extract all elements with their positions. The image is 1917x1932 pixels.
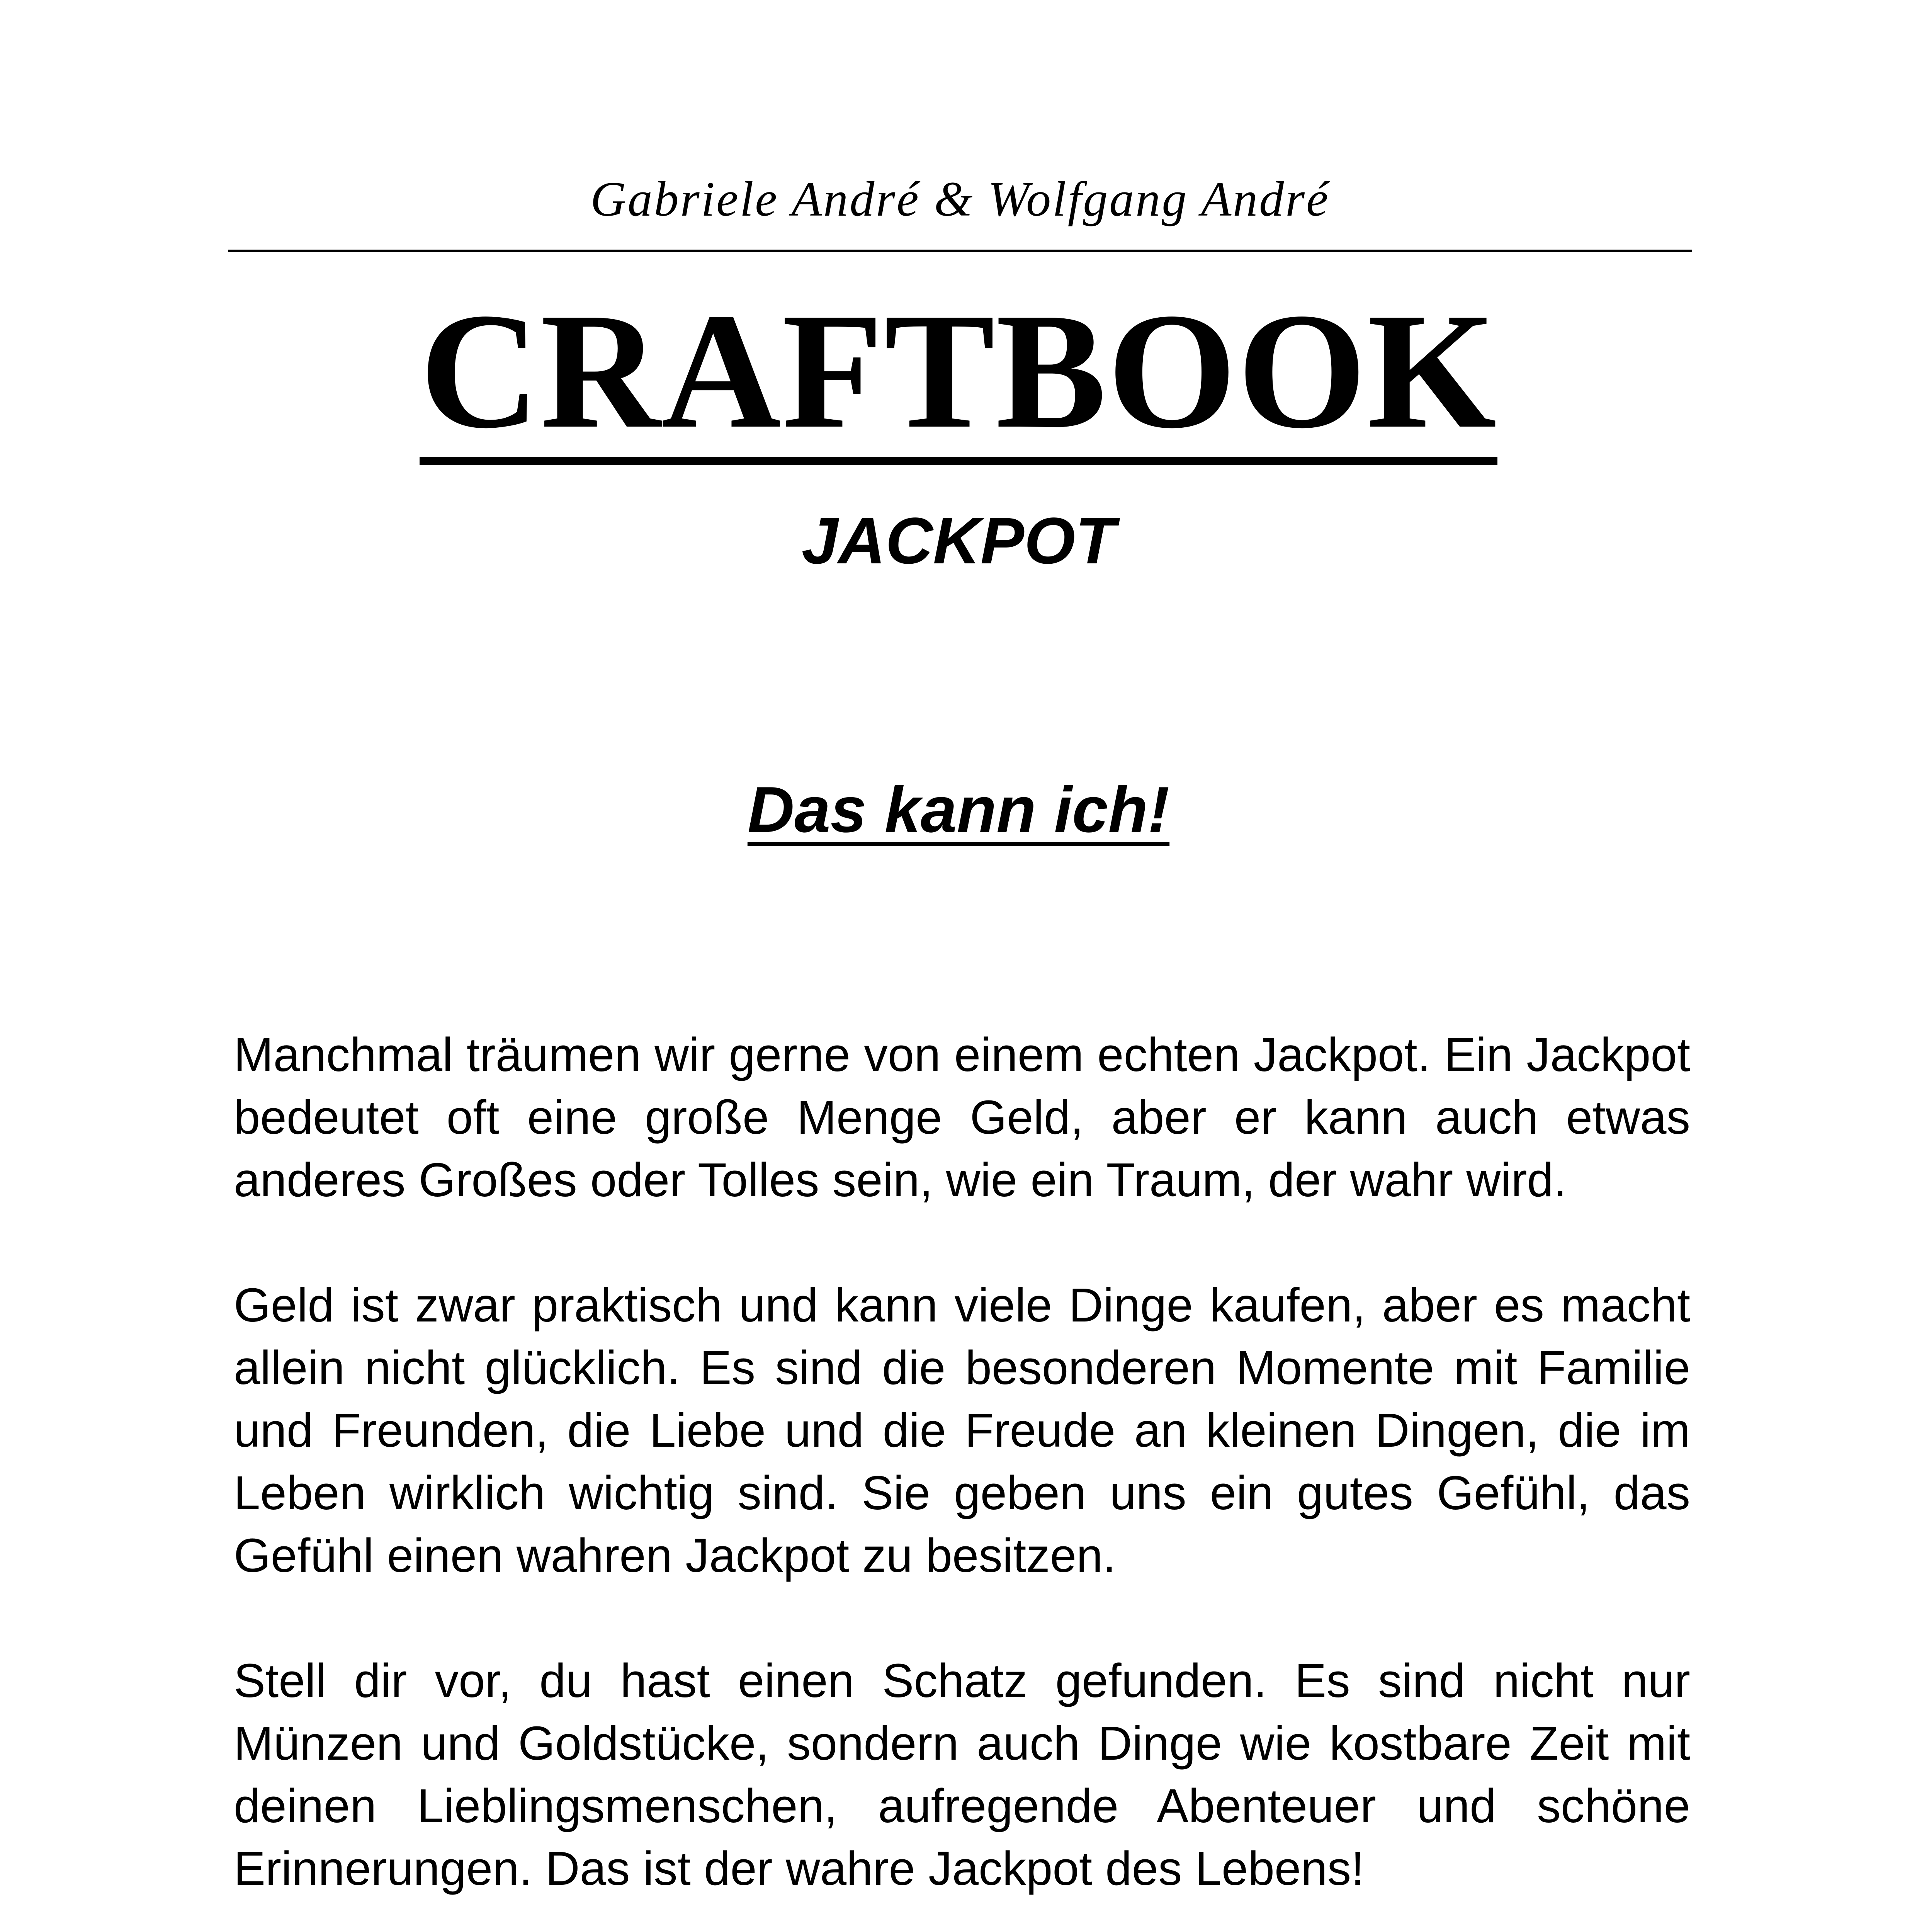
running-header-authors: Gabriele André & Wolfgang André	[590, 172, 1330, 226]
section-heading-text: Das kann ich!	[747, 773, 1170, 846]
title-wrapper	[0, 279, 1917, 465]
header-rule	[228, 250, 1692, 252]
subtitle: JACKPOT	[801, 504, 1116, 578]
main-title: CRAFTBOOK	[420, 294, 1497, 465]
paragraph-2: Geld ist zwar praktisch und kann viele Dinge kaufen, aber es macht allein nicht glücklich. Es sind die besonderen Momente mit Familie und Freunden, die Liebe und die Freude an kleinen Dingen, die im Leben wirklich wichtig sind. Sie geben uns ein gutes Gefühl, das Gefühl einen wahren Jackpot zu besitzen.	[234, 1279, 1690, 1582]
body-text	[234, 1024, 1690, 1932]
paragraph-1: Manchmal träumen wir gerne von einem echten Jackpot. Ein Jackpot bedeutet oft eine große Menge Geld, aber er kann auch etwas anderes Großes oder Tolles sein, wie ein Traum, der wahr wird.	[234, 1029, 1690, 1207]
paragraph-3: Stell dir vor, du hast einen Schatz gefunden. Es sind nicht nur Münzen und Goldstücke, sondern auch Dinge wie kostbare Zeit mit deinen Lieblingsmenschen, aufregende Abenteuer und schöne Erinnerungen. Das ist der wahre Jackpot des Lebens!	[234, 1655, 1690, 1895]
section-heading	[0, 769, 1917, 850]
